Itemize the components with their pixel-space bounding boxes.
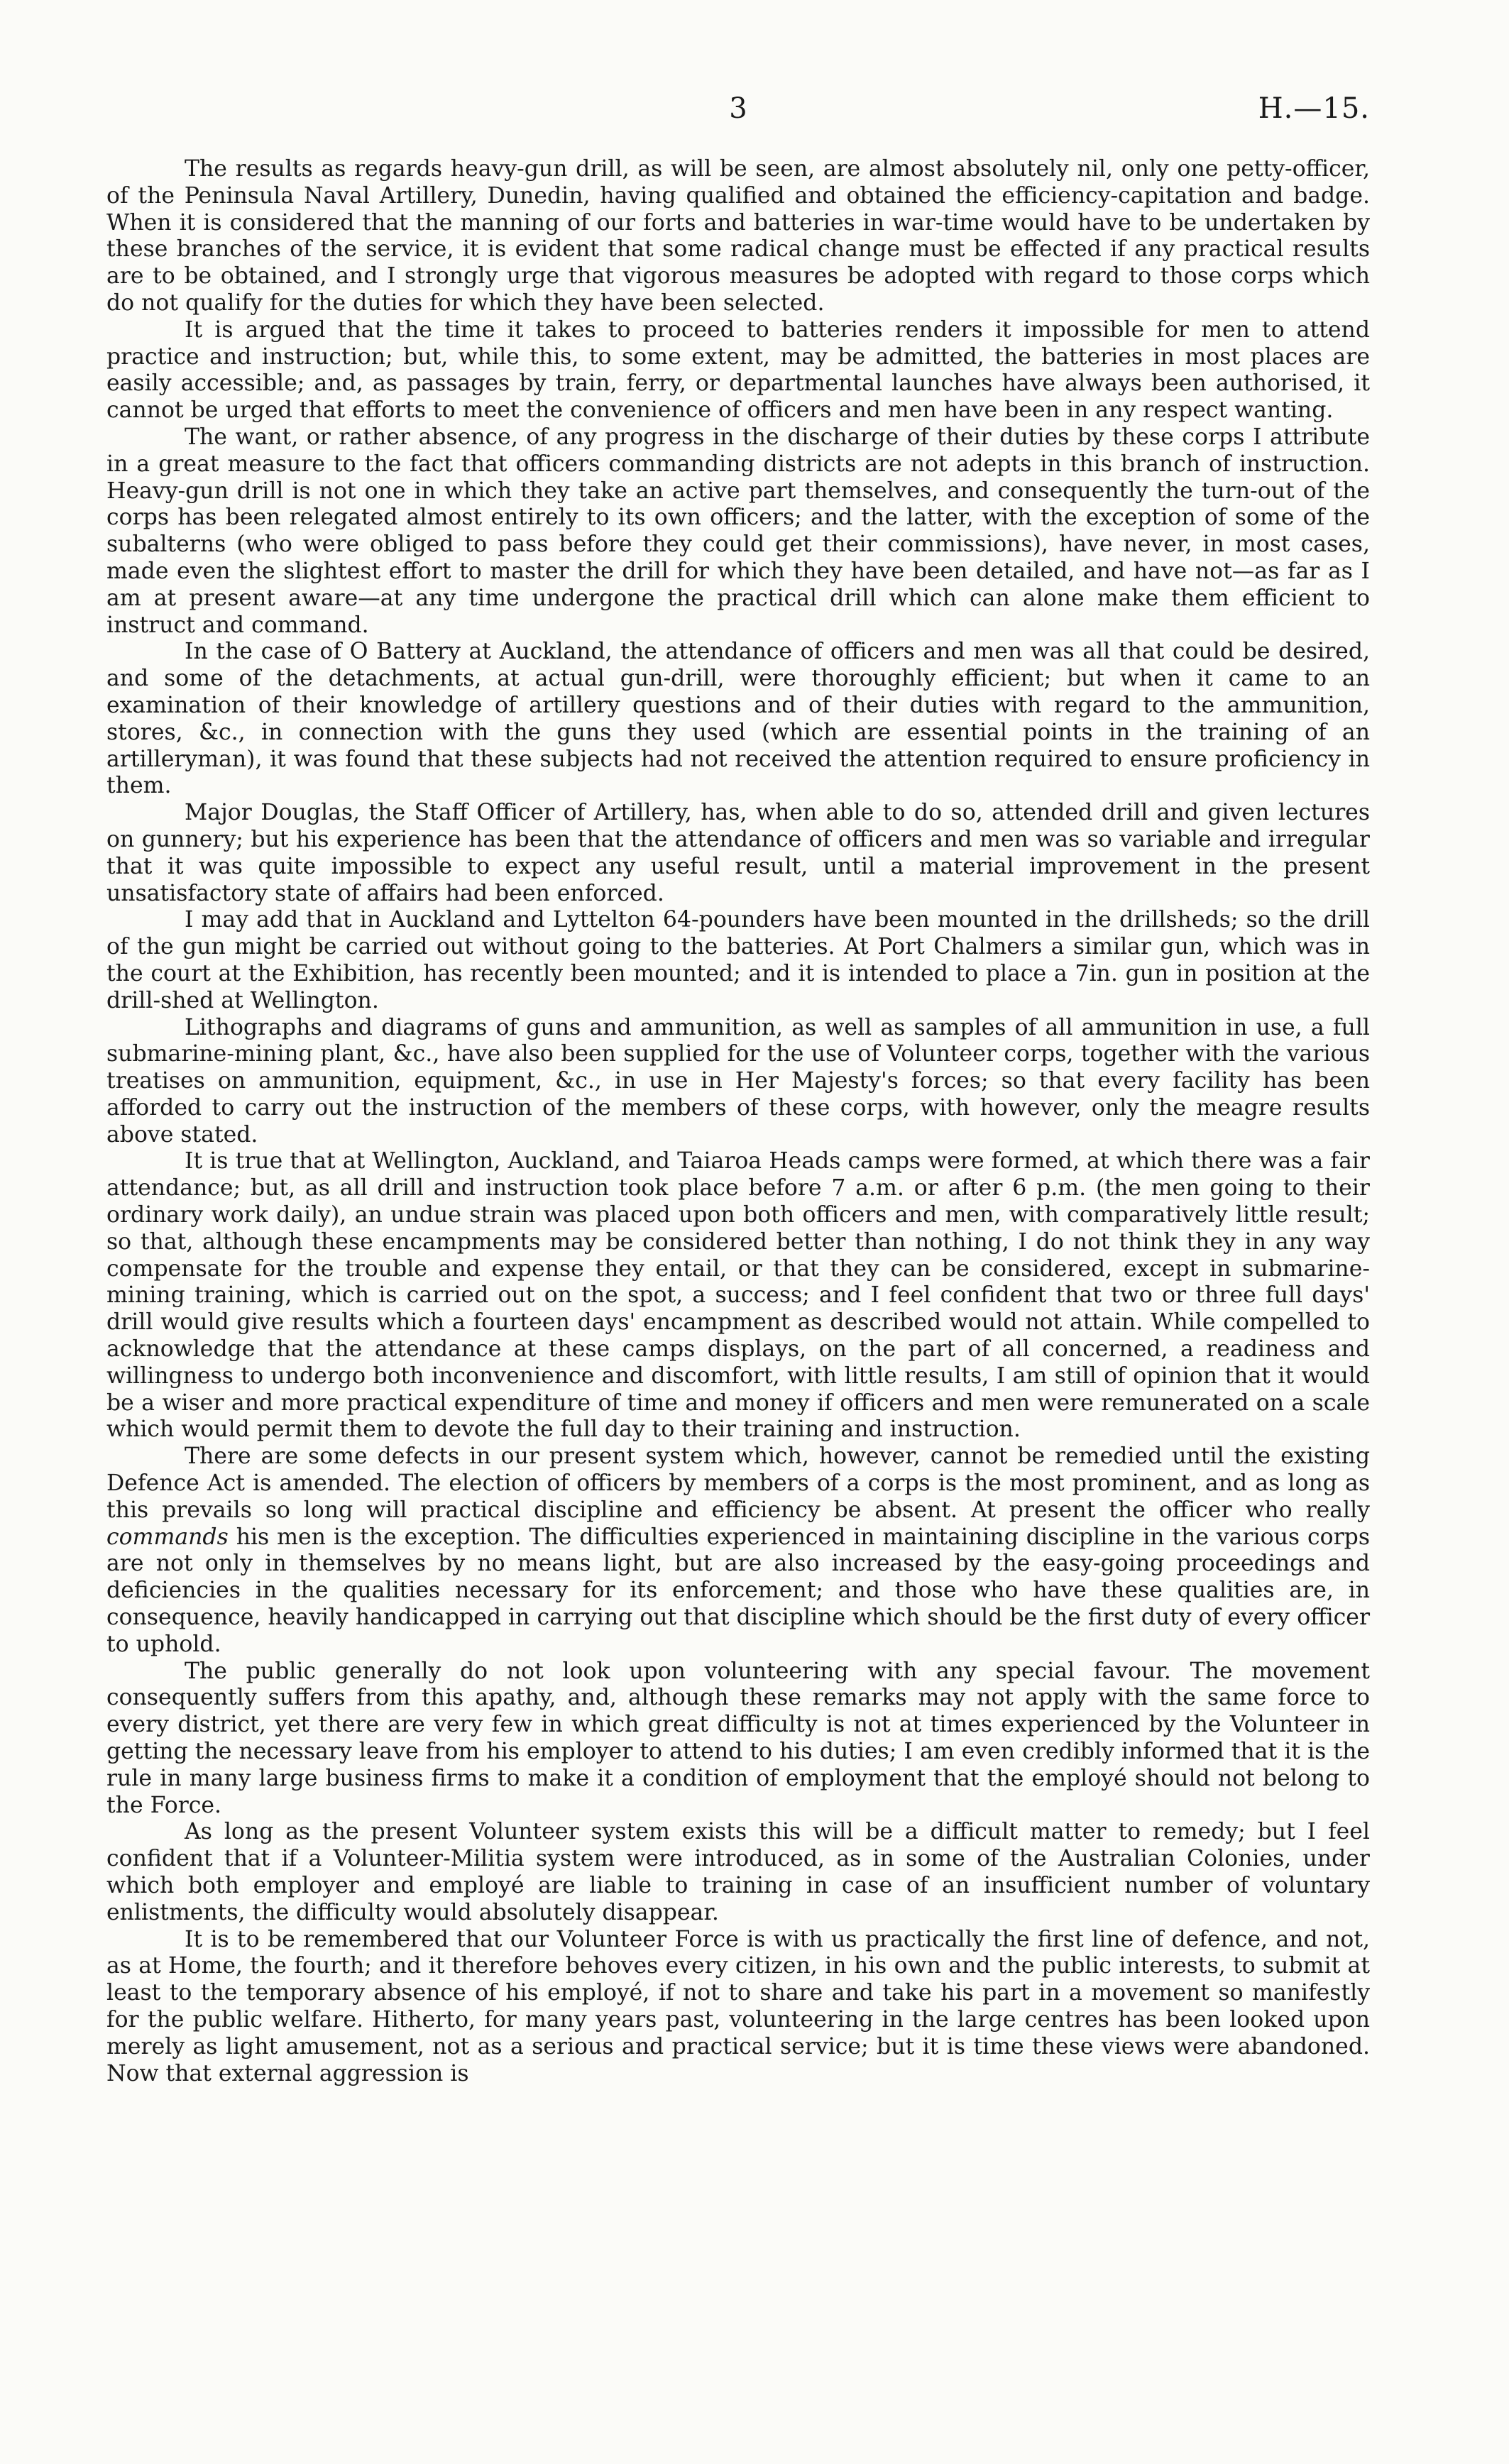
paragraph-lithographs: Lithographs and diagrams of guns and ammunition, as well as samples of all ammunition in use, a full submarine-mining plant, &c., have also been supplied for the use of Volunteer corps, together with the various treatises on ammunition, equipment, &c., in use in Her Majesty's forces; so that every facility has been afforded to carry out the instruction of the members of these corps, with however, only the meagre results above stated. xyxy=(106,1014,1370,1148)
paragraph-o-battery-auckland: In the case of O Battery at Auckland, the attendance of officers and men was all that could be desired, and some of the detachments, at actual gun-drill, were thoroughly efficient; but when it came to an examination of their knowledge of artillery questions and of their duties with regard to the ammunition, stores, &c., in connection with the guns they used (which are essential points in the training of an artilleryman), it was found that these subjects had not received the attention required to ensure proficiency in them. xyxy=(106,639,1370,799)
paragraph-drillsheds: I may add that in Auckland and Lyttelton 64-pounders have been mounted in the drillsheds; so the drill of the gun might be carried out without going to the batteries. At Port Chalmers a similar gun, which was in the court at the Exhibition, has recently been mounted; and it is intended to place a 7in. gun in position at the drill-shed at Wellington. xyxy=(106,907,1370,1013)
page-header xyxy=(106,92,1370,135)
paragraph-defence-act xyxy=(106,1443,1370,1658)
emphasis-commands: commands xyxy=(106,1524,229,1550)
paragraph-lack-of-progress: The want, or rather absence, of any progress in the discharge of their duties by these corps I attribute in a great measure to the fact that officers commanding districts are not adepts in this branch of instruction. Heavy-gun drill is not one in which they take an active part themselves, and consequently the turn-out of the corps has been relegated almost entirely to its own officers; and the latter, with the exception of some of the subalterns (who were obliged to pass before they could get their commissions), have never, in most cases, made even the slightest effort to master the drill for which they have been detailed, and have not—as far as I am at present aware—at any time undergone the practical drill which can alone make them efficient to instruct and command. xyxy=(106,424,1370,638)
paragraph-public-favour: The public generally do not look upon volunteering with any special favour. The movement consequently suffers from this apathy, and, although these remarks may not apply with the same force to every district, yet there are very few in which great difficulty is not at times experienced by the Volunteer in getting the necessary leave from his employer to attend to his duties; I am even credibly informed that it is the rule in many large business firms to make it a condition of employment that the employé should not belong to the Force. xyxy=(106,1658,1370,1818)
document-reference: H.—15. xyxy=(1258,92,1370,125)
paragraph-major-douglas: Major Douglas, the Staff Officer of Artillery, has, when able to do so, attended drill and given lectures on gunnery; but his experience has been that the attendance of officers and men was so variable and irregular that it was quite impossible to expect any useful result, until a material improvement in the present unsatisfactory state of affairs had been enforced. xyxy=(106,800,1370,906)
paragraph-camps: It is true that at Wellington, Auckland, and Taiaroa Heads camps were formed, at which there was a fair attendance; but, as all drill and instruction took place before 7 a.m. or after 6 p.m. (the men going to their ordinary work daily), an undue strain was placed upon both officers and men, with comparatively little result; so that, although these encampments may be considered better than nothing, I do not think they in any way compensate for the trouble and expense they entail, or that they can be considered, except in submarine-mining training, which is carried out on the spot, a success; and I feel confident that two or three full days' drill would give results which a fourteen days' encampment as described would not attain. While compelled to acknowledge that the attendance at these camps displays, on the part of all concerned, a readiness and willingness to undergo both inconvenience and discomfort, with little results, I am still of opinion that it would be a wiser and more practical expenditure of time and money if officers and men were remunerated on a scale which would permit them to devote the full day to their training and instruction. xyxy=(106,1148,1370,1443)
paragraph-volunteer-militia: As long as the present Volunteer system exists this will be a difficult matter to remedy; but I feel confident that if a Volunteer-Militia system were introduced, as in some of the Australian Colonies, under which both employer and employé are liable to training in case of an insufficient number of voluntary enlistments, the difficulty would absolutely disappear. xyxy=(106,1819,1370,1925)
defence-act-text-before: There are some defects in our present system which, however, cannot be remedied until the existing Defence Act is amended. The election of officers by members of a corps is the most prominent, and as long as this prevails so long will practical discipline and efficiency be absent. At present the officer who really xyxy=(106,1443,1370,1523)
paragraph-heavy-gun-results: The results as regards heavy-gun drill, as will be seen, are almost absolutely nil, only one petty-officer, of the Peninsula Naval Artillery, Dunedin, having qualified and obtained the efficiency-capitation and badge. When it is considered that the manning of our forts and batteries in war-time would have to be undertaken by these branches of the service, it is evident that some radical change must be effected if any practical results are to be obtained, and I strongly urge that vigorous measures be adopted with regard to those corps which do not qualify for the duties for which they have been selected. xyxy=(106,156,1370,316)
page-number: 3 xyxy=(729,92,747,125)
body-text xyxy=(106,156,1370,2087)
defence-act-text-after: his men is the exception. The difficulties experienced in maintaining discipline in the various corps are not only in themselves by no means light, but are also increased by the easy-going proceedings and deficiencies in the qualities necessary for its enforcement; and those who have these qualities are, in consequence, heavily handicapped in carrying out that discipline which should be the first duty of every officer to uphold. xyxy=(106,1524,1370,1657)
paragraph-first-line-defence: It is to be remembered that our Volunteer Force is with us practically the first line of defence, and not, as at Home, the fourth; and it therefore behoves every citizen, in his own and the public interests, to submit at least to the temporary absence of his employé, if not to share and take his part in a movement so manifestly for the public welfare. Hitherto, for many years past, volunteering in the large centres has been looked upon merely as light amusement, not as a serious and practical service; but it is time these views were abandoned. Now that external aggression is xyxy=(106,1926,1370,2086)
paragraph-batteries-access: It is argued that the time it takes to proceed to batteries renders it impossible for men to attend practice and instruction; but, while this, to some extent, may be admitted, the batteries in most places are easily accessible; and, as passages by train, ferry, or departmental launches have always been authorised, it cannot be urged that efforts to meet the convenience of officers and men have been in any respect wanting. xyxy=(106,317,1370,424)
